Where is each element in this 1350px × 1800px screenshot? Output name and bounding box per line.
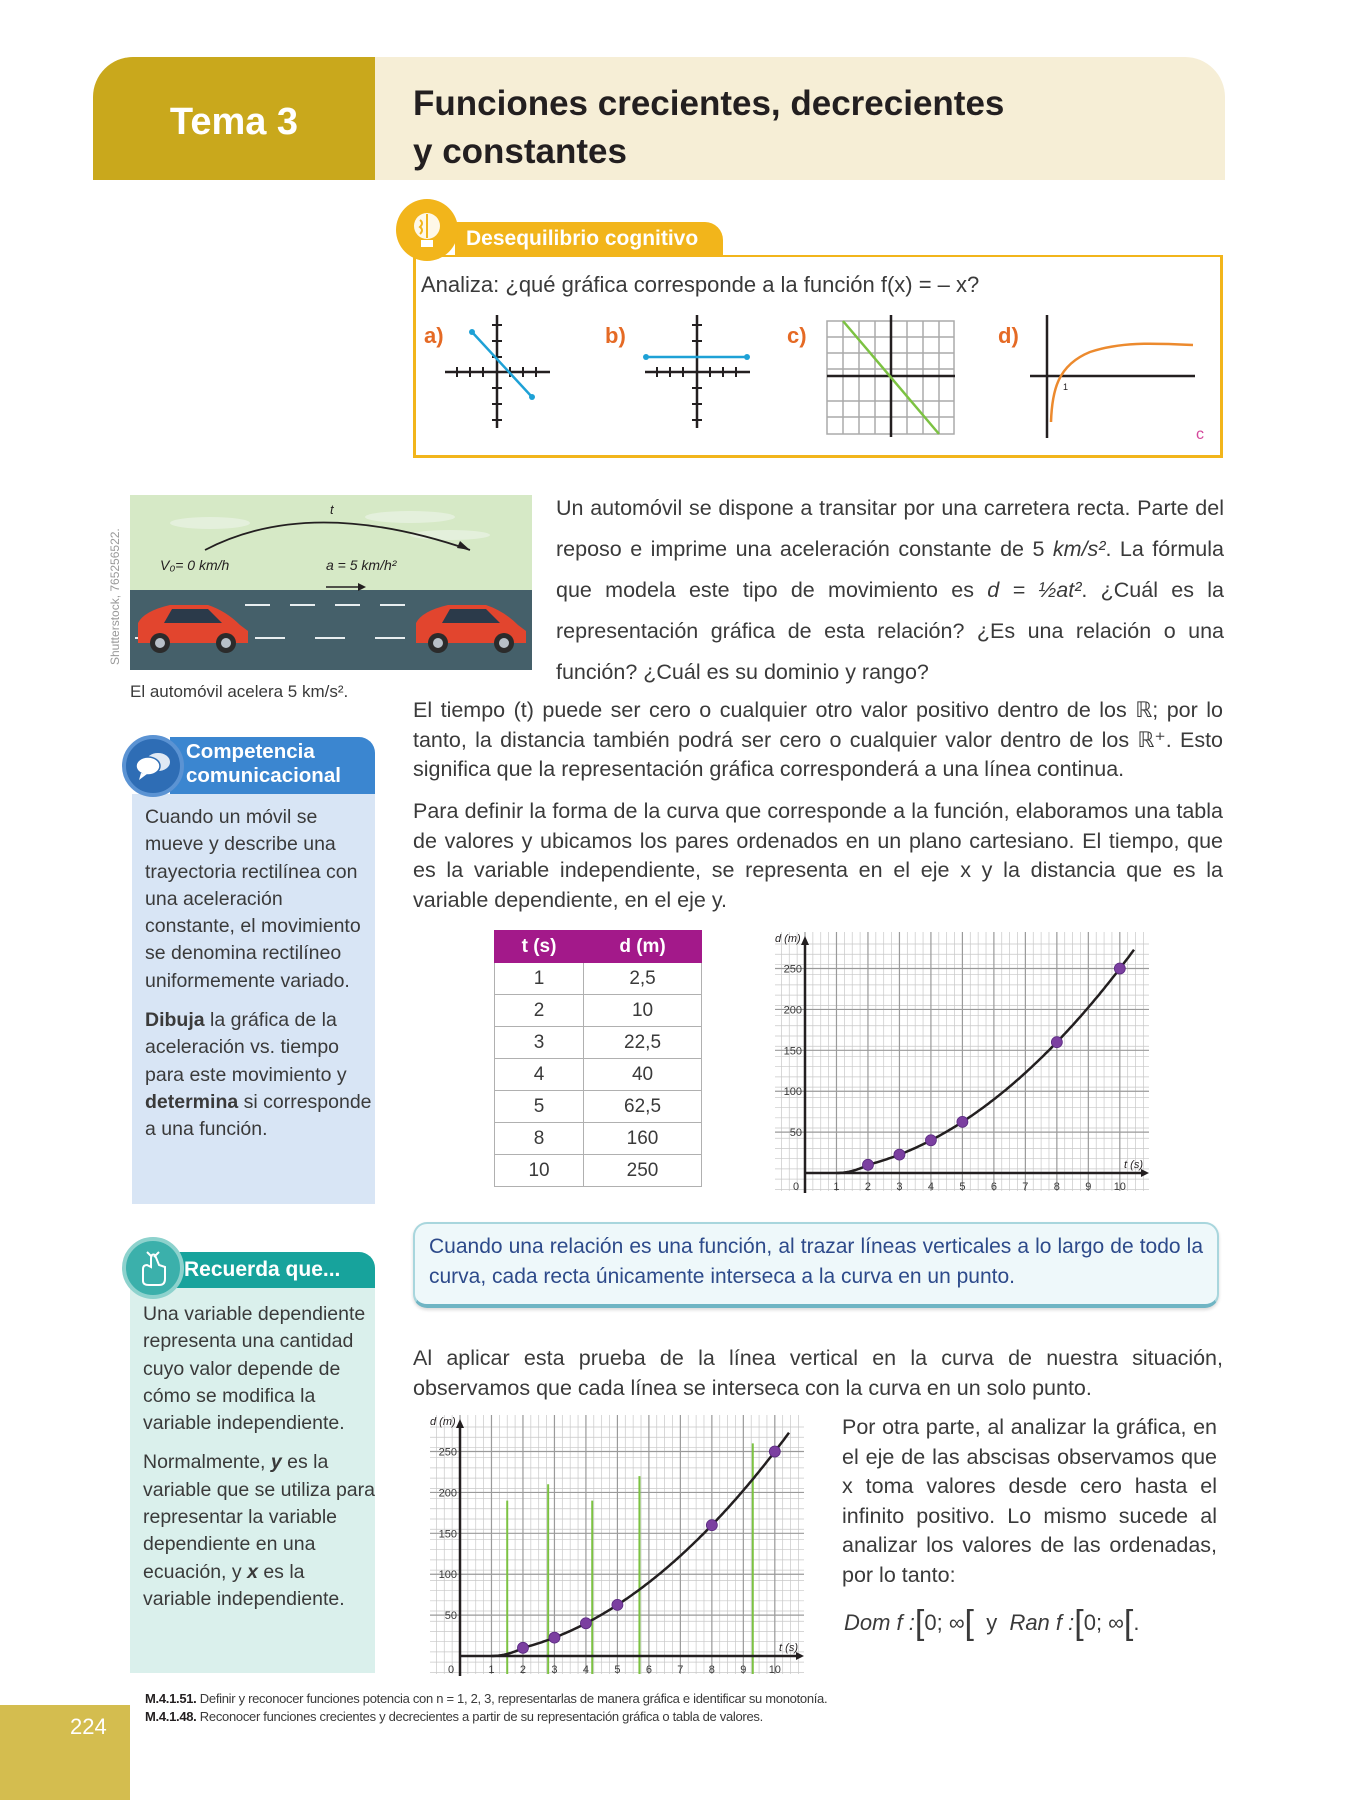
paragraph-analysis: Por otra parte, al analizar la gráfica, en el eje de las abscisas observamos que x toma valores desde cero hasta el infinito positivo. Lo mismo sucede al analizar los valores de las ordenadas, por lo tanto: <box>842 1415 1217 1587</box>
y-tick-label: 250 <box>783 963 802 976</box>
table-row: 3 22,5 <box>495 1027 702 1059</box>
x-tick-label: 2 <box>519 1664 527 1676</box>
x-tick-label: 6 <box>990 1181 997 1193</box>
domain-range-expression: Dom f :[0; ∞[ y Ran f :[0; ∞[. <box>844 1604 1140 1642</box>
y-tick-label: 200 <box>783 1004 802 1017</box>
table-row: 1 2,5 <box>495 963 702 995</box>
recuerda-text-1: Una variable dependiente representa una cantidad cuyo valor depende de cómo se modifica la variable independiente. <box>143 1303 366 1435</box>
x-tick-label: 4 <box>582 1664 589 1676</box>
x-tick-label: 7 <box>1022 1181 1029 1193</box>
y-axis-arrow <box>456 1419 464 1428</box>
x-tick-label: 5 <box>614 1664 621 1676</box>
topic-banner <box>93 57 375 180</box>
option-a-graph <box>440 310 560 430</box>
data-point <box>1051 1037 1062 1048</box>
data-point <box>517 1642 528 1653</box>
option-b-graph <box>640 310 760 430</box>
y-axis-arrow <box>801 936 809 945</box>
recuerda-tab: Recuerda que... <box>175 1252 375 1288</box>
x-tick-label: 8 <box>708 1664 715 1676</box>
table-header-t: t (s) <box>495 931 584 963</box>
option-a-label: a) <box>424 323 444 348</box>
formula: d = ½at² <box>987 578 1082 602</box>
image-credit: Shutterstock, 765256522. <box>108 528 122 665</box>
y-tick-label: 150 <box>438 1528 457 1541</box>
distance-time-chart <box>773 930 1151 1195</box>
footer-bar <box>0 1705 130 1800</box>
option-c-graph <box>825 315 960 440</box>
table-header-row <box>495 931 702 963</box>
x-tick-label: 6 <box>645 1664 652 1676</box>
data-point <box>1114 963 1125 974</box>
y-tick-label: 50 <box>789 1127 802 1140</box>
data-point <box>894 1149 905 1160</box>
y-tick-label: 50 <box>444 1610 457 1623</box>
y-tick-label: 100 <box>783 1086 802 1099</box>
data-point <box>549 1632 560 1643</box>
x-axis-label: t (s) <box>779 1642 798 1654</box>
domain-value: 0; ∞ <box>924 1610 965 1635</box>
values-table <box>494 930 702 1187</box>
time-label: t <box>330 502 334 517</box>
option-d-label: d) <box>998 323 1019 348</box>
skills-list <box>145 1690 827 1726</box>
table-row: 8 160 <box>495 1123 702 1155</box>
vertical-line-test-chart <box>428 1413 806 1678</box>
x-tick-label: 10 <box>1113 1181 1126 1193</box>
paragraph-vertical-test: Al aplicar esta prueba de la línea vertical en la curva de nuestra situación, observamos que cada línea se interseca con la curva en un solo punto. <box>413 1346 1223 1400</box>
x-tick-label: 1 <box>488 1664 495 1676</box>
table-row: 5 62,5 <box>495 1091 702 1123</box>
skill-item: M.4.1.51. Definir y reconocer funciones potencia con n = 1, 2, 3, representarlas de manera gráfica e identificar su monotonía. <box>145 1691 828 1706</box>
desequilibrio-tab: Desequilibrio cognitivo <box>455 222 723 256</box>
answer-mark: c <box>1196 426 1204 443</box>
x-tick-label: 2 <box>864 1181 872 1193</box>
data-point <box>862 1159 873 1170</box>
x-axis-label: t (s) <box>1124 1159 1143 1171</box>
x-tick-label: 10 <box>768 1664 781 1676</box>
range-value: 0; ∞ <box>1083 1610 1124 1635</box>
v0-label: V₀= 0 km/h <box>160 557 230 573</box>
table-row: 4 40 <box>495 1059 702 1091</box>
y-tick-label: 250 <box>438 1446 457 1459</box>
x-tick-label: 7 <box>677 1664 684 1676</box>
function-curve <box>837 950 1135 1173</box>
x-tick-label: 3 <box>896 1181 903 1193</box>
data-point <box>769 1446 780 1457</box>
page-title: Funciones crecientes, decrecientes y constantes <box>413 84 1005 171</box>
desequilibrio-question: Analiza: ¿qué gráfica corresponde a la función f(x) = – x? <box>421 272 980 297</box>
accel-label: a = 5 km/h² <box>326 557 397 573</box>
data-point <box>580 1618 591 1629</box>
y-axis-label: d (m) <box>430 1416 456 1428</box>
competencia-box <box>132 794 375 1204</box>
x-tick-label: 3 <box>551 1664 558 1676</box>
speech-bubbles-icon <box>122 735 184 797</box>
data-point <box>612 1599 623 1610</box>
x-tick-label: 4 <box>927 1181 934 1193</box>
intro-paragraph: Un automóvil se dispone a transitar por una carretera recta. Parte del reposo e imprime una aceleración constante de 5 km/s². La fórmula que modela este tipo de movimiento es d = ½at². ¿Cuál es la representación gráfica de esta relación? ¿Es una relación o una función? ¿Cuál es su dominio y rango? <box>556 496 1224 684</box>
y-axis-label: d (m) <box>775 933 801 945</box>
option-d-graph <box>1030 310 1200 440</box>
recuerda-box <box>130 1288 375 1673</box>
car-illustration <box>130 495 532 670</box>
x-tick-label: 9 <box>1085 1181 1092 1193</box>
x-tick-label: 5 <box>959 1181 966 1193</box>
paragraph-domain: El tiempo (t) puede ser cero o cualquier otro valor positivo dentro de los ℝ; por lo tanto, la distancia también podrá ser cero o cualquier valor dentro de los ℝ⁺. Esto significa que la representación gráfica corresponderá a una línea continua. <box>413 698 1223 781</box>
x-tick-label: 0 <box>792 1181 800 1193</box>
table-row: 10 250 <box>495 1155 702 1187</box>
competencia-tab: Competencia comunicacional <box>170 737 375 794</box>
range-label: Ran f : <box>1009 1610 1075 1635</box>
table-row: 2 10 <box>495 995 702 1027</box>
competencia-task: Dibuja la gráfica de la aceleración vs. tiempo para este movimiento y determina si corresponde a una función. <box>145 1009 372 1141</box>
figure-caption: El automóvil acelera 5 km/s². <box>130 682 349 701</box>
brain-bulb-icon <box>396 199 458 261</box>
y-tick-label: 100 <box>438 1569 457 1582</box>
y-tick-label: 150 <box>783 1045 802 1058</box>
topic-label: Tema 3 <box>169 101 299 143</box>
data-point <box>925 1135 936 1146</box>
x-tick-label: 8 <box>1053 1181 1060 1193</box>
vertical-line-test-callout: Cuando una relación es una función, al trazar líneas verticales a lo largo de todo la curva, cada recta únicamente interseca a la curva en un punto. <box>413 1222 1219 1308</box>
data-point <box>706 1520 717 1531</box>
recuerda-text-2: Normalmente, y es la variable que se utiliza para representar la variable dependiente en una ecuación, y x es la variable independiente. <box>143 1451 375 1610</box>
option-b-label: b) <box>605 323 626 348</box>
x-tick-label: 1 <box>833 1181 840 1193</box>
skill-item: M.4.1.48. Reconocer funciones crecientes y decrecientes a partir de su representación gráfica o tabla de valores. <box>145 1709 763 1724</box>
domain-label: Dom f : <box>844 1610 915 1635</box>
x-tick-label: 9 <box>740 1664 747 1676</box>
y-tick-label: 200 <box>438 1487 457 1500</box>
x-tick-label: 0 <box>447 1664 455 1676</box>
page-number: 224 <box>70 1714 107 1739</box>
finger-reminder-icon <box>122 1237 184 1299</box>
data-point <box>957 1116 968 1127</box>
competencia-text: Cuando un móvil se mueve y describe una trayectoria rectilínea con una aceleración constante, el movimiento se denomina rectilíneo uniformemente variado. <box>145 806 361 992</box>
option-d-curve <box>1051 344 1193 422</box>
table-header-d: d (m) <box>584 931 702 963</box>
svg-text:1: 1 <box>1063 382 1069 392</box>
option-c-label: c) <box>787 323 807 348</box>
paragraph-table-intro: Para definir la forma de la curva que corresponde a la función, elaboramos una tabla de valores y ubicamos los pares ordenados en un plano cartesiano. El tiempo, que es la variable independiente, se representa en el eje x y la distancia que es la variable dependiente, en el eje y. <box>413 799 1223 912</box>
